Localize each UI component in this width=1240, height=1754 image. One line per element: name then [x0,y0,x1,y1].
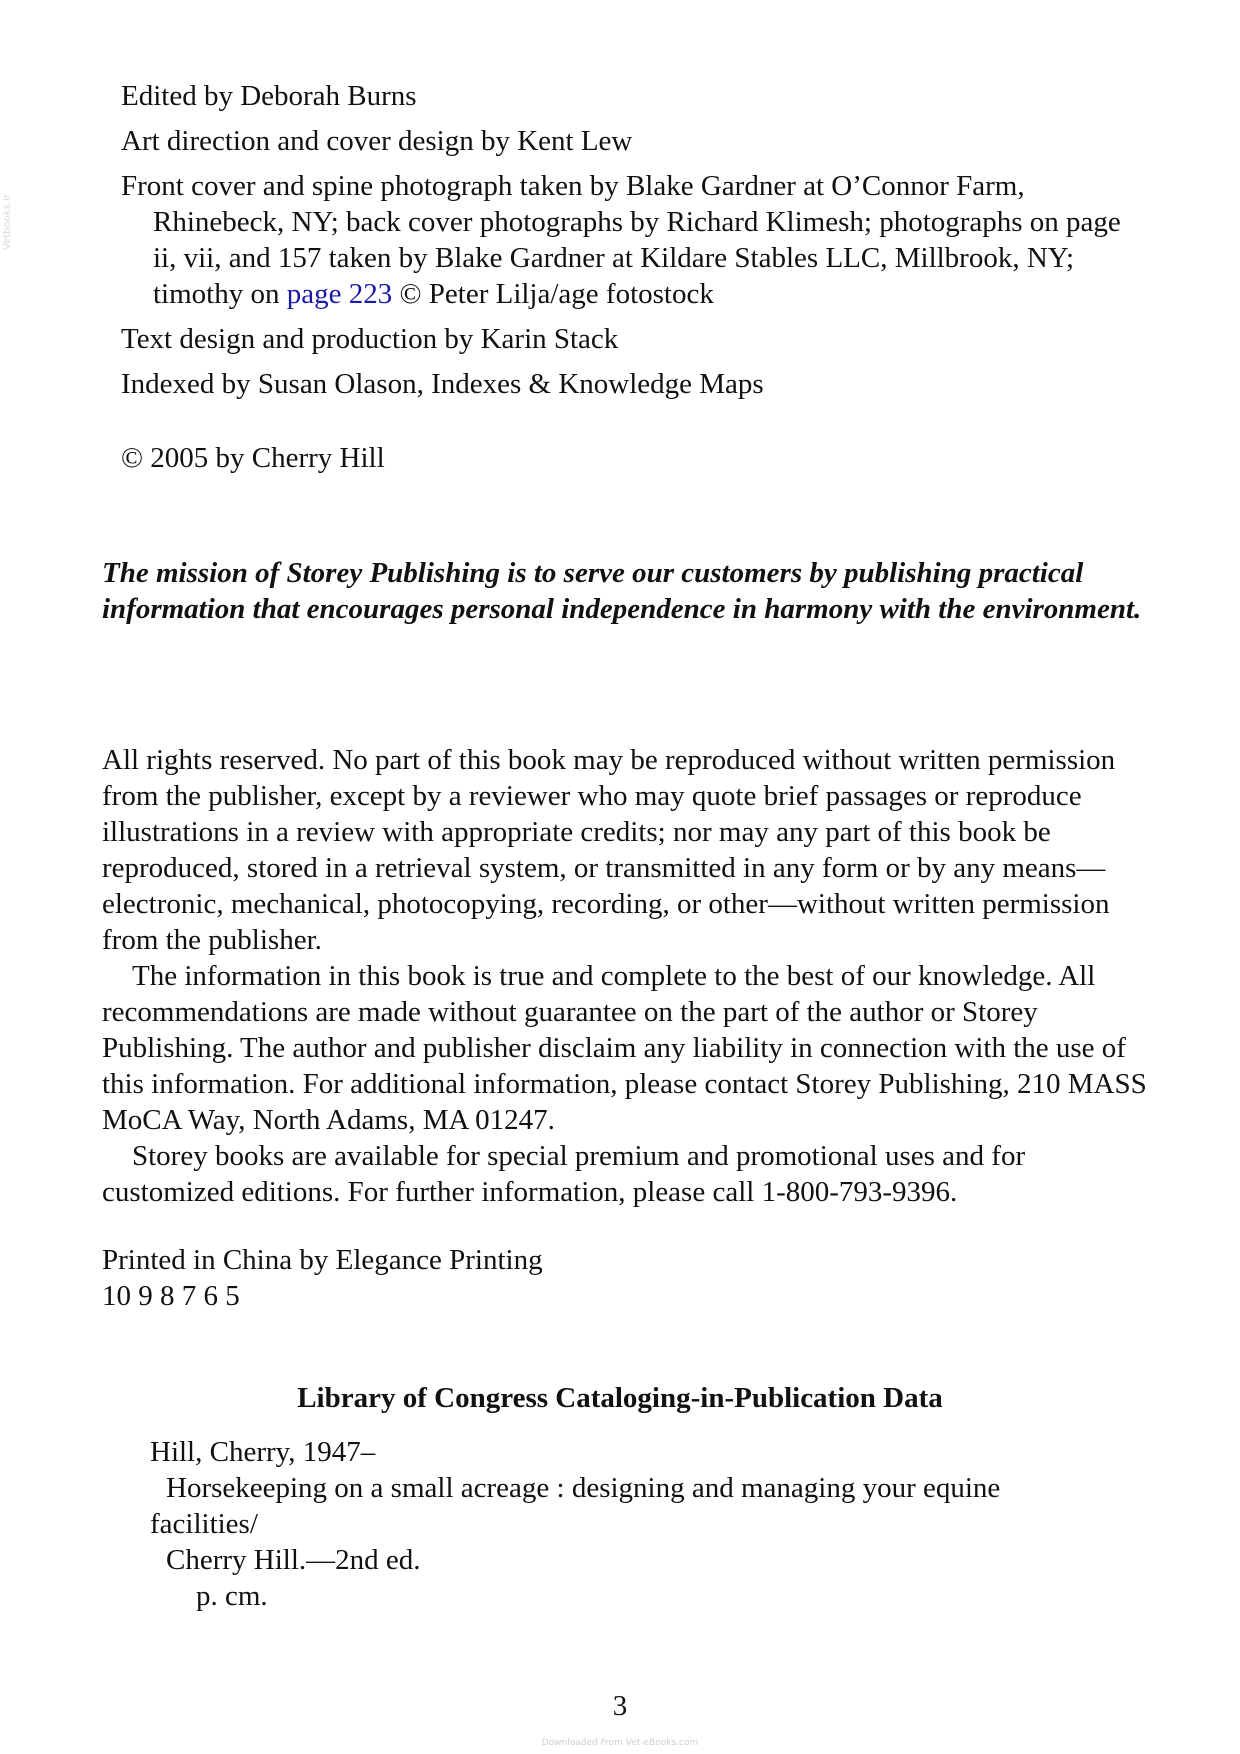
mission-statement: The mission of Storey Publishing is to serve our customers by publishing practical information that encourages personal independence in harmony with the environment. [102,557,1142,625]
photo-credit-text: Front cover and spine photograph taken by Blake Gardner at O’Connor Farm, Rhinebeck, NY; back cover photographs by Richard Klimesh; photographs on page ii, vii, and 157 taken by Blake Gardner at Kildare Stables LLC, Millbrook, NY; timothy on [121,170,1121,310]
cip-pagination: p. cm. [196,1580,268,1612]
cip-author: Hill, Cherry, 1947– [150,1436,376,1468]
cip-title-continued: facilities/ [150,1508,258,1540]
print-run-line: 10 9 8 7 6 5 [102,1280,240,1312]
cip-block [150,1434,1090,1614]
cip-edition: Cherry Hill.—2nd ed. [166,1544,421,1576]
bottom-watermark: Downloaded From Vet-eBooks.com [541,1738,699,1748]
index-credit: Indexed by Susan Olason, Indexes & Knowledge Maps [121,368,764,400]
rights-paragraph: All rights reserved. No part of this book may be reproduced without written permission from the publisher, except by a reviewer who may quote brief passages or reproduce illustrations in a review with appropriate credits; nor may any part of this book be reproduced, stored in a retrieval system, or transmitted in any form or by any means—electronic, mechanical, photocopying, recording, or other—without written permission from the publisher. [102,744,1116,956]
rights-block [102,742,1162,1210]
page-number: 3 [612,1690,628,1722]
art-direction-credit: Art direction and cover design by Kent Lew [121,125,633,157]
photo-credit-text-end: © Peter Lilja/age fotostock [392,278,714,310]
printer-line: Printed in China by Elegance Printing [102,1244,543,1276]
text-design-credit: Text design and production by Karin Stack [121,323,619,355]
disclaimer-paragraph: The information in this book is true and complete to the best of our knowledge. All recommendations are made without guarantee on the part of the author or Storey Publishing. The author and publisher disclaim any liability in connection with the use of this information. For additional information, please contact Storey Publishing, 210 MASS MoCA Way, North Adams, MA 01247. [102,960,1147,1136]
cip-heading: Library of Congress Cataloging-in-Publication Data [297,1382,943,1414]
special-editions-paragraph: Storey books are available for special premium and promotional uses and for customized editions. For further information, please call 1-800-793-9396. [102,1140,1026,1208]
cip-title: Horsekeeping on a small acreage : designing and managing your equine [166,1472,1001,1504]
editor-credit: Edited by Deborah Burns [121,80,417,112]
side-watermark: Vetbooks.ir [2,194,13,250]
page-223-link[interactable]: page 223 [286,278,393,310]
printing-info [102,1242,543,1314]
copyright-notice: © 2005 by Cherry Hill [121,442,385,474]
credits-block [121,78,1141,411]
photo-credit [121,168,1141,312]
